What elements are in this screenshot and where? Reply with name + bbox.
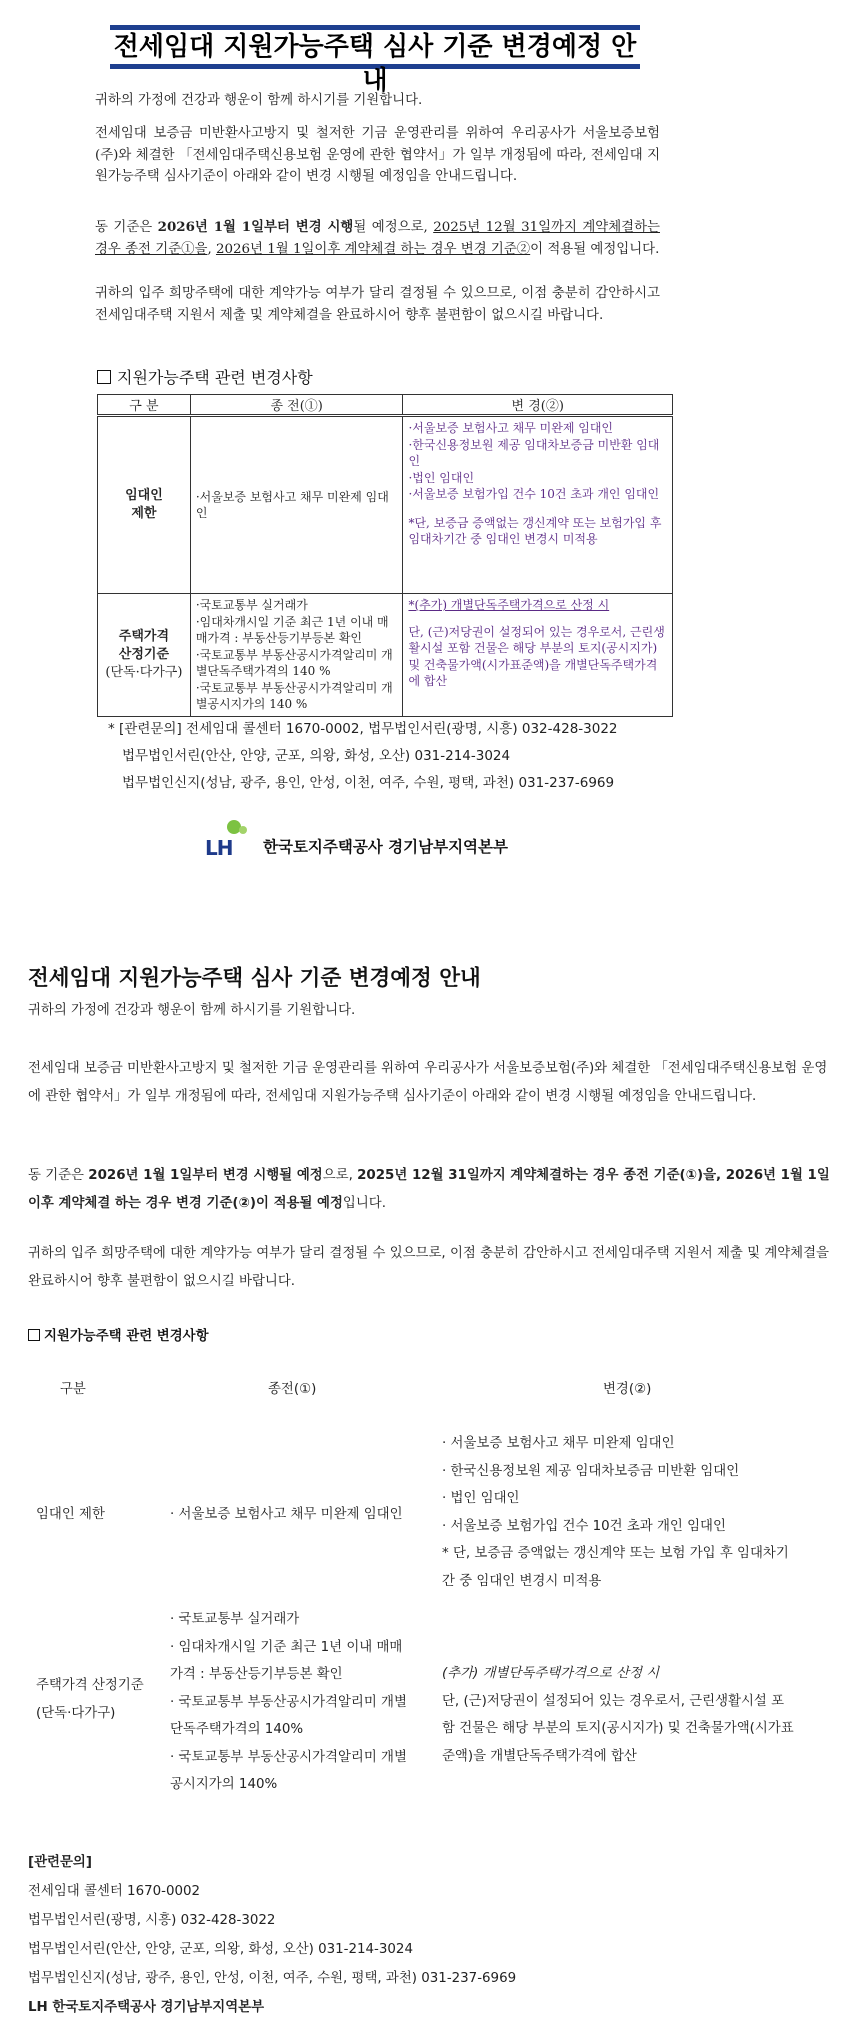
body-para-2: 동 기준은 2026년 1월 1일부터 변경 시행될 예정으로, 2025년 12월 31일까지 계약체결하는 경우 종전 기준(①)을, 2026년 1월 1일이후 계약체결 하는 경우 변경 기준(②)이 적용될 예정입니다. bbox=[28, 1168, 830, 1211]
lh-logo bbox=[205, 820, 508, 860]
table-cell-after: ·서울보증 보험사고 채무 미완제 임대인 ·한국신용정보원 제공 임대차보증금 미반환 임대인 ·법인 임대인 ·서울보증 보험가입 건수 10건 초과 개인 임대인 *단, 보증금 증액없는 갱신계약 또는 보험가입 후 임대차기간 중 임대인 변경시 미적용 bbox=[403, 416, 673, 594]
section-heading: 지원가능주택 관련 변경사항 bbox=[28, 1325, 209, 1344]
greeting-text: 귀하의 가정에 건강과 행운이 함께 하시기를 기원합니다. bbox=[28, 1003, 356, 1018]
body-para-3: 귀하의 입주 희망주택에 대한 계약가능 여부가 달리 결정될 수 있으므로, 이점 충분히 감안하시고 전세임대주택 지원서 제출 및 계약체결을 완료하시어 향후 불편함이 없으시길 바랍니다. bbox=[28, 1246, 829, 1289]
table-cell-before: ·서울보증 보험사고 채무 미완제 임대인 bbox=[190, 416, 403, 594]
table-header-before: 종 전(①) bbox=[190, 395, 403, 416]
table-row-label: 주택가격 산정기준 (단독·다가구) bbox=[98, 594, 191, 717]
org-name: LH 한국토지주택공사 경기남부지역본부 bbox=[28, 2000, 265, 2015]
notice-para-2: 동 기준은 2026년 1월 1일부터 변경 시행될 예정으로, 2025년 12월 31일까지 계약체결하는 경우 종전 기준①을, 2026년 1월 1일이후 계약체결 하는 경우 변경 기준②이 적용될 예정입니다. bbox=[95, 219, 660, 257]
table-cell-after: · 서울보증 보험사고 채무 미완제 임대인 · 한국신용정보원 제공 임대차보증금 미반환 임대인 · 법인 임대인 · 서울보증 보험가입 건수 10건 초과 개인 임대인 * 단, 보증금 증액없는 갱신계약 또는 보험 가입 후 임대차기 간 중 임대인 변경시 미적용 bbox=[442, 1436, 789, 1589]
notice-image bbox=[0, 0, 860, 925]
notice-change-table bbox=[97, 394, 673, 717]
lh-logo-icon: LH bbox=[205, 820, 253, 860]
body-para-1: 전세임대 보증금 미반환사고방지 및 철저한 기금 운영관리를 위하여 우리공사가 서울보증보험(주)와 체결한 「전세임대주택신용보험 운영에 관한 협약서」가 일부 개정됨에 따라, 전세임대 지원가능주택 심사기준이 아래와 같이 변경 시행될 예정임을 안내드립니다. bbox=[28, 1061, 828, 1104]
table-cell-before: ·국토교통부 실거래가 ·임대차개시일 기준 최근 1년 이내 매매가격 : 부동산등기부등본 확인 ·국토교통부 부동산공시가격알리미 개별단독주택가격의 140 % ·국토교통부 부동산공시가격알리미 개별공시지가의 140 % bbox=[190, 594, 403, 717]
table-header-after: 변 경(②) bbox=[403, 395, 673, 416]
checkbox-square-icon bbox=[97, 370, 111, 384]
table-cell-before: · 서울보증 보험사고 채무 미완제 임대인 bbox=[170, 1507, 403, 1522]
table-header-after: 변경(②) bbox=[603, 1382, 652, 1397]
notice-greeting: 귀하의 가정에 건강과 행운이 함께 하시기를 기원합니다. bbox=[95, 93, 423, 108]
contact-info: [관련문의] 전세임대 콜센터 1670-0002 법무법인서린(광명, 시흥) 032-428-3022 법무법인서린(안산, 안양, 군포, 의왕, 화성, 오산) 031-214-3024 법무법인신지(성남, 광주, 용인, 안성, 이천, 여주, 수원, 평택, 과천) 031-237-6969 LH 한국토지주택공사 경기남부지역본부 bbox=[28, 1848, 516, 2022]
table-row-label: 임대인 제한 bbox=[36, 1507, 105, 1522]
checkbox-square-icon bbox=[28, 1329, 40, 1341]
table-cell-after: *(추가) 개별단독주택가격으로 산정 시 단, (근)저당권이 설정되어 있는 경우로서, 근린생활시설 포함 건물은 해당 부분의 토지(공시지가) 및 건축물가액(시가표준액)을 개별단독주택가격에 합산 bbox=[403, 594, 673, 717]
notice-title: 전세임대 지원가능주택 심사 기준 변경예정 안내 bbox=[110, 25, 640, 69]
org-name: 한국토지주택공사 경기남부지역본부 bbox=[263, 838, 508, 856]
table-cell-after: (추가) 개별단독주택가격으로 산정 시 단, (근)저당권이 설정되어 있는 경우로서, 근린생활시설 포 함 건물은 해당 부분의 토지(공시지가) 및 건축물가액(시가표 준액)을 개별단독주택가격에 합산 bbox=[442, 1666, 794, 1764]
notice-para-3: 귀하의 입주 희망주택에 대한 계약가능 여부가 달리 결정될 수 있으므로, 이점 충분히 감안하시고 전세임대주택 지원서 제출 및 계약체결을 완료하시어 향후 불편함이 없으시길 바랍니다. bbox=[95, 286, 660, 323]
table-header-category: 구분 bbox=[60, 1382, 86, 1397]
table-row-label: 주택가격 산정기준 (단독·다가구) bbox=[36, 1678, 144, 1721]
table-row-label: 임대인 제한 bbox=[98, 416, 191, 594]
notice-contact: * [관련문의] 전세임대 콜센터 1670-0002, 법무법인서린(광명, 시흥) 032-428-3022 법무법인서린(안산, 안양, 군포, 의왕, 화성, 오산) 031-214-3024 법무법인신지(성남, 광주, 용인, 안성, 이천, 여주, 수원, 평택, 과천) 031-237-6969 bbox=[108, 721, 618, 791]
notice-para-1: 전세임대 보증금 미반환사고방지 및 철저한 기금 운영관리를 위하여 우리공사가 서울보증보험(주)와 체결한 「전세임대주택신용보험 운영에 관한 협약서」가 일부 개정됨에 따라, 전세임대 지원가능주택 심사기준이 아래와 같이 변경 시행될 예정임을 안내드립니다. bbox=[95, 126, 660, 184]
table-header-category: 구 분 bbox=[98, 395, 191, 416]
page-title: 전세임대 지원가능주택 심사 기준 변경예정 안내 bbox=[28, 966, 481, 991]
table-header-before: 종전(①) bbox=[268, 1382, 317, 1397]
table-cell-before: · 국토교통부 실거래가 · 임대차개시일 기준 최근 1년 이내 매매 가격 : 부동산등기부등본 확인 · 국토교통부 부동산공시가격알리미 개별 단독주택가격의 140% · 국토교통부 부동산공시가격알리미 개별 공시지가의 140% bbox=[170, 1612, 407, 1792]
notice-section-heading: 지원가능주택 관련 변경사항 bbox=[97, 365, 313, 388]
